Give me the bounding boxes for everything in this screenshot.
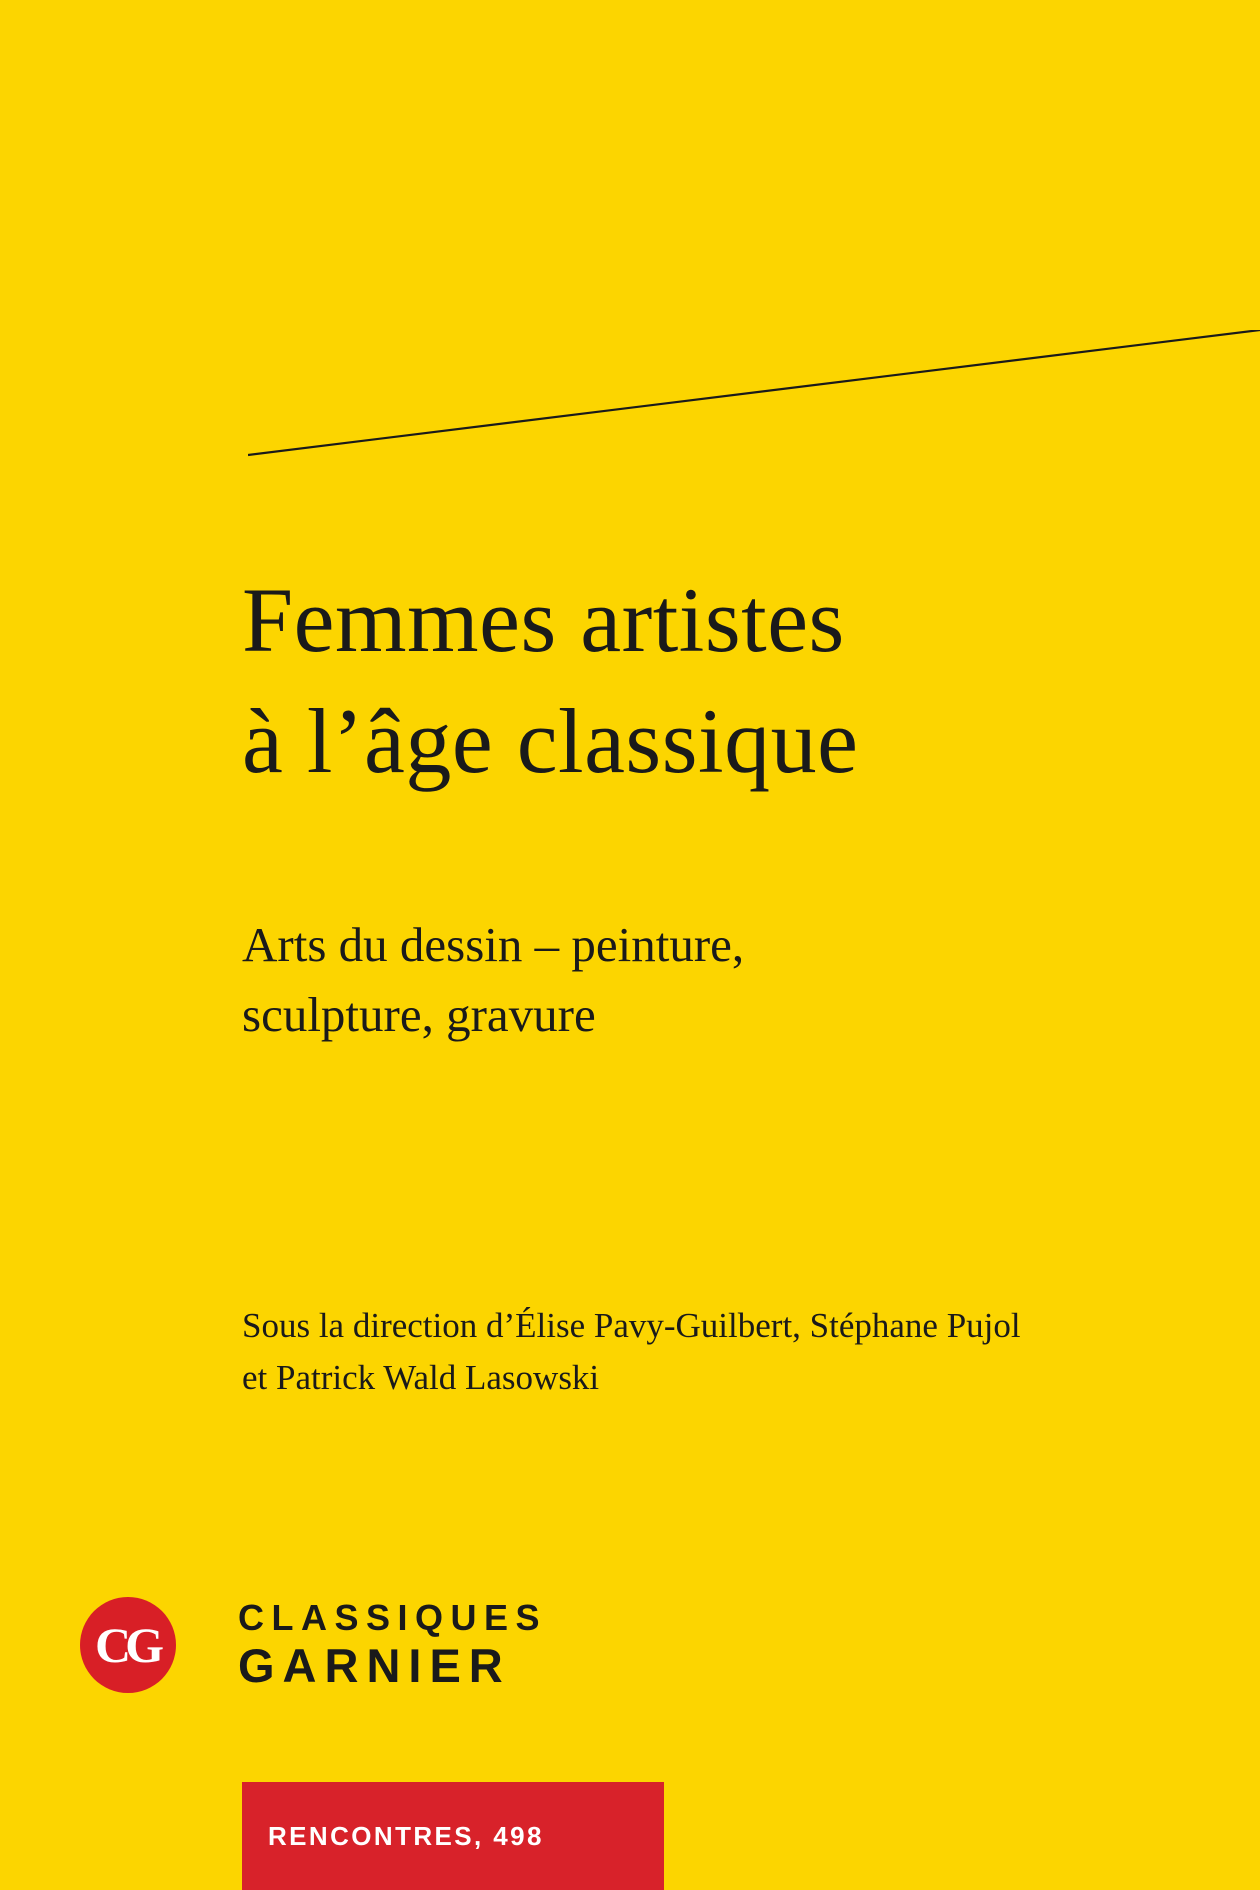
editors-line-2: et Patrick Wald Lasowski — [242, 1357, 600, 1397]
publisher-logo — [80, 1590, 547, 1700]
title-line-2: à l’âge classique — [242, 690, 859, 793]
publisher-wordmark — [238, 1597, 547, 1692]
series-band — [242, 1782, 664, 1890]
subtitle-line-2: sculpture, gravure — [242, 986, 596, 1042]
series-label: RENCONTRES, 498 — [268, 1820, 544, 1851]
publisher-name-line-2: GARNIER — [238, 1638, 511, 1692]
logo-monogram-text: CG — [95, 1617, 158, 1673]
publisher-name-line-1: CLASSIQUES — [238, 1597, 548, 1639]
editors-credit — [242, 1300, 1102, 1404]
subtitle — [242, 910, 1002, 1049]
page-title — [242, 560, 1142, 803]
diagonal-line-icon — [248, 330, 1260, 460]
title-line-1: Femmes artistes — [242, 569, 845, 671]
subtitle-line-1: Arts du dessin – peinture, — [242, 917, 745, 972]
editors-line-1: Sous la direction d’Élise Pavy-Guilbert, Stéphane Pujol — [242, 1306, 1021, 1345]
classiques-garnier-monogram-icon — [80, 1597, 176, 1693]
